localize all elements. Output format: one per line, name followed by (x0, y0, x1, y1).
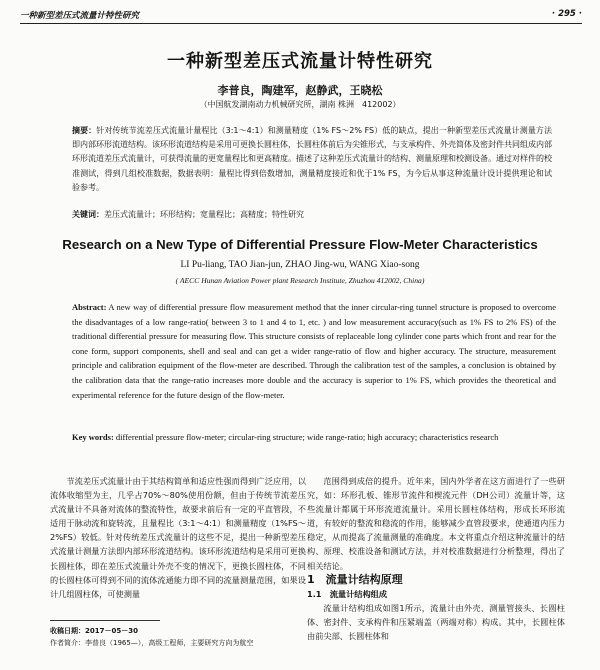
paper-title-en: Research on a New Type of Differential Pressure Flow-Meter Characteristics (62, 237, 538, 252)
abstract-en-label: Abstract: (72, 302, 107, 312)
footnote-rule (50, 620, 160, 621)
abstract-zh-text: 针对传统节流差压式流量计量程比（3:1～4:1）和测量精度（1% FS～2% FS）低的缺点，提出一种新型差压式流量计测量方法即内部环形流道结构。该环形流道结构是采用可更换长圆柱体，长圆柱体前后为尖锥形式，与支承构件、外壳简体及密封件共同组成内部环形流道差压式流量计，可获得流量的更宽量程比和更高精度。描述了这种差压式流量计的结构、测量原理和校测设备。通过对样件的校准测试，得到几组校准数据，数据表明：量程比得到倍数增加，测量精度接近和优于1% FS，为今后从事这种流量计设计提供理论和试验参考。 (72, 126, 553, 192)
running-header (20, 6, 582, 22)
abstract-en (72, 300, 556, 402)
page-number: · 295 · (551, 9, 582, 19)
keywords-en-label: Key words: (72, 432, 114, 442)
footnote (50, 620, 300, 649)
paper-title-zh: 一种新型差压式流量计特性研究 (167, 51, 433, 72)
abstract-en-text: A new way of differential pressure flow measurement method that the inner circular-ring tunnel structure is proposed to overcome the disadvantages of a low range-ratio( between 3 to 1 and 4 to 1, etc. ) and low measurement accuracy(such as 1% FS to 2% FS) of the traditional differential pressure for measuring flow. This structure consists of replaceable long cylinder cone parts which front and rear for the cone form, support components, shell and seal and can get a wider range-ratio of flow and higher accuracy. The structure, measurement principle and calibration equipment of the flow-meter are described. Through the calibration test of the samples, a conclusion is obtained by the calibration data that the range-ratio increases more double and the accuracy is superior to 1% FS, which provides the theoretical and experimental reference for the future design of the flow-meter. (72, 302, 557, 400)
author-bio: 作者简介：李普良（1965—），高级工程师，主要研究方向为航空 (50, 639, 254, 647)
structure-paragraph: 流量计结构组成如图1所示，流量计由外壳、测量管接头、长圆柱体、密封件、支承构件和压紧端盖（两端对称）构成。其中，长圆柱体由前尖部、长圆柱体和 (307, 602, 565, 642)
keywords-zh (72, 209, 552, 220)
keywords-en (72, 430, 556, 444)
keywords-en-text: differential pressure flow-meter; circular-ring structure; wide range-ratio; high accuracy; characteristics research (115, 432, 499, 442)
body-left-column (50, 474, 306, 601)
intro-paragraph-continued: 范围得到成倍的提升。近年来，国内外学者在这方面进行了一些研究，如：环形孔板、锥形节流件和楔流元件（DH公司）流量计等，这些流量计都属于环形流道流量计。采用长圆柱体结构，形成长环形流道，有较好的整流和稳流的作用，能够减少直管段要求，使通道内压力稳定，从而提高了流量测量的准确度。本文将重点介绍这种流量计的结构、原理、校准设备和测试方法，并对校准数据进行分析整理，得出了相关结论。 (307, 476, 565, 571)
abstract-zh (72, 124, 552, 195)
affiliation-zh: （中国航发湖南动力机械研究所，湖南 株洲 412002） (199, 100, 401, 109)
running-title: 一种新型差压式流量计特性研究 (20, 11, 140, 21)
header-rule (20, 23, 582, 24)
received-date: 收稿日期：2017－05－30 (50, 627, 138, 635)
keywords-zh-label: 关键词： (72, 210, 104, 219)
abstract-zh-label: 摘要： (72, 126, 97, 135)
body-right-column (307, 474, 565, 643)
authors-en: LI Pu-liang, TAO Jian-jun, ZHAO Jing-wu, WANG Xiao-song (180, 260, 420, 270)
keywords-zh-text: 差压式流量计；环形结构；宽量程比；高精度；特性研究 (104, 210, 304, 219)
subsection-heading: 1.1 流量计结构组成 (307, 588, 388, 599)
authors-zh: 李普良，陶建军，赵静武，王晓松 (217, 84, 383, 97)
section-heading: 1 流量计结构原理 (307, 572, 403, 586)
affiliation-en: ( AECC Hunan Aviation Power plant Research Institute, Zhuzhou 412002, China) (175, 276, 425, 285)
intro-paragraph: 节流差压式流量计由于其结构简单和适应性强而得到广泛应用，以流体收缩型为主，几乎占70%～80%使用份额，但由于传统节流差压式流量计不具备对流体的整流特性，故要求前后有一定的平直管段，不适用于脉动流和旋转流，且量程比（3:1～4:1）和测量精度（1%FS～2%FS）较低。针对传统差压式流量计的这些不足，提出一种新型差压式流量计测量方法即内部环形流道结构。该环形流道结构是采用可更换长圆柱体，即在差压式流量计外壳不变的情况下，更换长圆柱体，不同的长圆柱体可得到不同的流体流通能力即不同的流量测量范围，如果设计几组圆柱体，可使测量 (50, 476, 306, 599)
